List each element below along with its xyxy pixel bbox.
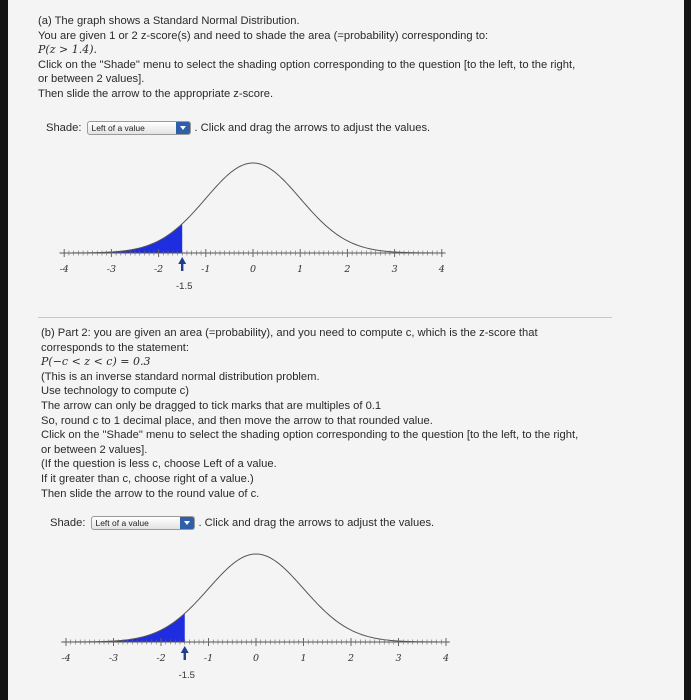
part-b-line: Use technology to compute c) [41, 385, 189, 398]
normal-curve [61, 554, 450, 642]
part-a-shade-row [46, 121, 430, 135]
part-b-line: The arrow can only be dragged to tick marks that are multiples of 0.1 [41, 399, 382, 412]
shade-label: Shade: [46, 122, 82, 134]
question-page [8, 0, 684, 700]
part-b-text [41, 326, 578, 501]
drag-hint: . Click and drag the arrows to adjust the values. [198, 517, 435, 529]
part-a-text [38, 14, 575, 102]
dropdown-arrow-icon[interactable] [180, 517, 194, 529]
shade-label: Shade: [50, 517, 86, 529]
drag-handle-arrow-icon[interactable] [178, 257, 186, 271]
part-a-expression: P(z > 1.4). [38, 43, 97, 57]
part-b-line: corresponds to the statement: [41, 341, 190, 354]
tick-label: 3 [395, 653, 402, 664]
drag-handle-arrow-icon[interactable] [181, 646, 189, 660]
part-b-line: So, round c to 1 decimal place, and then move the arrow to that rounded value. [41, 414, 433, 427]
shade-selected-value: Left of a value [95, 518, 149, 528]
normal-curve [59, 163, 445, 253]
shade-selected-value: Left of a value [91, 123, 145, 133]
tick-label: -2 [156, 653, 166, 664]
part-b-line: Then slide the arrow to the round value of c. [41, 487, 260, 500]
tick-label: -3 [106, 264, 117, 275]
tick-label: 2 [344, 264, 351, 275]
handle-value-label: -1.5 [176, 281, 193, 292]
part-b-line: or between 2 values]. [41, 443, 148, 456]
part-a-line: or between 2 values]. [38, 73, 145, 86]
part-a-shade-dropdown[interactable] [87, 121, 191, 135]
part-b-line: (If the question is less c, choose Left of a value. [41, 458, 277, 471]
part-b-line: (b) Part 2: you are given an area (=probability), and you need to compute c, which is the z-score that [41, 327, 538, 339]
tick-label: 2 [347, 653, 355, 664]
part-b-line: Click on the "Shade" menu to select the shading option corresponding to the question [to the left, to the right, [41, 429, 579, 442]
tick-label: 3 [391, 264, 398, 275]
dropdown-arrow-icon[interactable] [176, 122, 190, 134]
tick-label: -3 [108, 653, 119, 664]
tick-label: -1 [203, 653, 214, 664]
part-b-shade-row [50, 516, 434, 530]
tick-label: -2 [153, 264, 164, 275]
tick-label: 0 [249, 264, 257, 275]
tick-label: -4 [61, 653, 71, 664]
tick-label: -1 [201, 264, 211, 275]
section-divider [38, 317, 612, 318]
part-b-shade-dropdown[interactable] [91, 516, 195, 530]
part-b-normal-graph [8, 545, 684, 695]
part-b-line: If it greater than c, choose right of a value.) [41, 472, 254, 485]
tick-label: -4 [59, 264, 69, 275]
part-a-line: (a) The graph shows a Standard Normal Distribution. [38, 15, 300, 27]
tick-label: 0 [252, 653, 260, 664]
part-b-line: (This is an inverse standard normal distribution problem. [41, 370, 320, 383]
tick-label: 4 [442, 653, 450, 664]
tick-label: 1 [300, 653, 307, 664]
part-a-line: Then slide the arrow to the appropriate z-score. [38, 87, 274, 100]
tick-label: 4 [438, 264, 445, 275]
drag-hint: . Click and drag the arrows to adjust the values. [194, 122, 431, 134]
part-a-line: You are given 1 or 2 z-score(s) and need to shade the area (=probability) corresponding to: [38, 29, 489, 42]
part-a-normal-graph [8, 150, 684, 300]
handle-value-label: -1.5 [178, 670, 195, 681]
part-a-line: Click on the "Shade" menu to select the shading option corresponding to the question [to the left, to the right, [38, 58, 576, 71]
part-b-expression: P(−c < z < c) = 0.3 [41, 355, 151, 369]
tick-label: 1 [297, 264, 304, 275]
